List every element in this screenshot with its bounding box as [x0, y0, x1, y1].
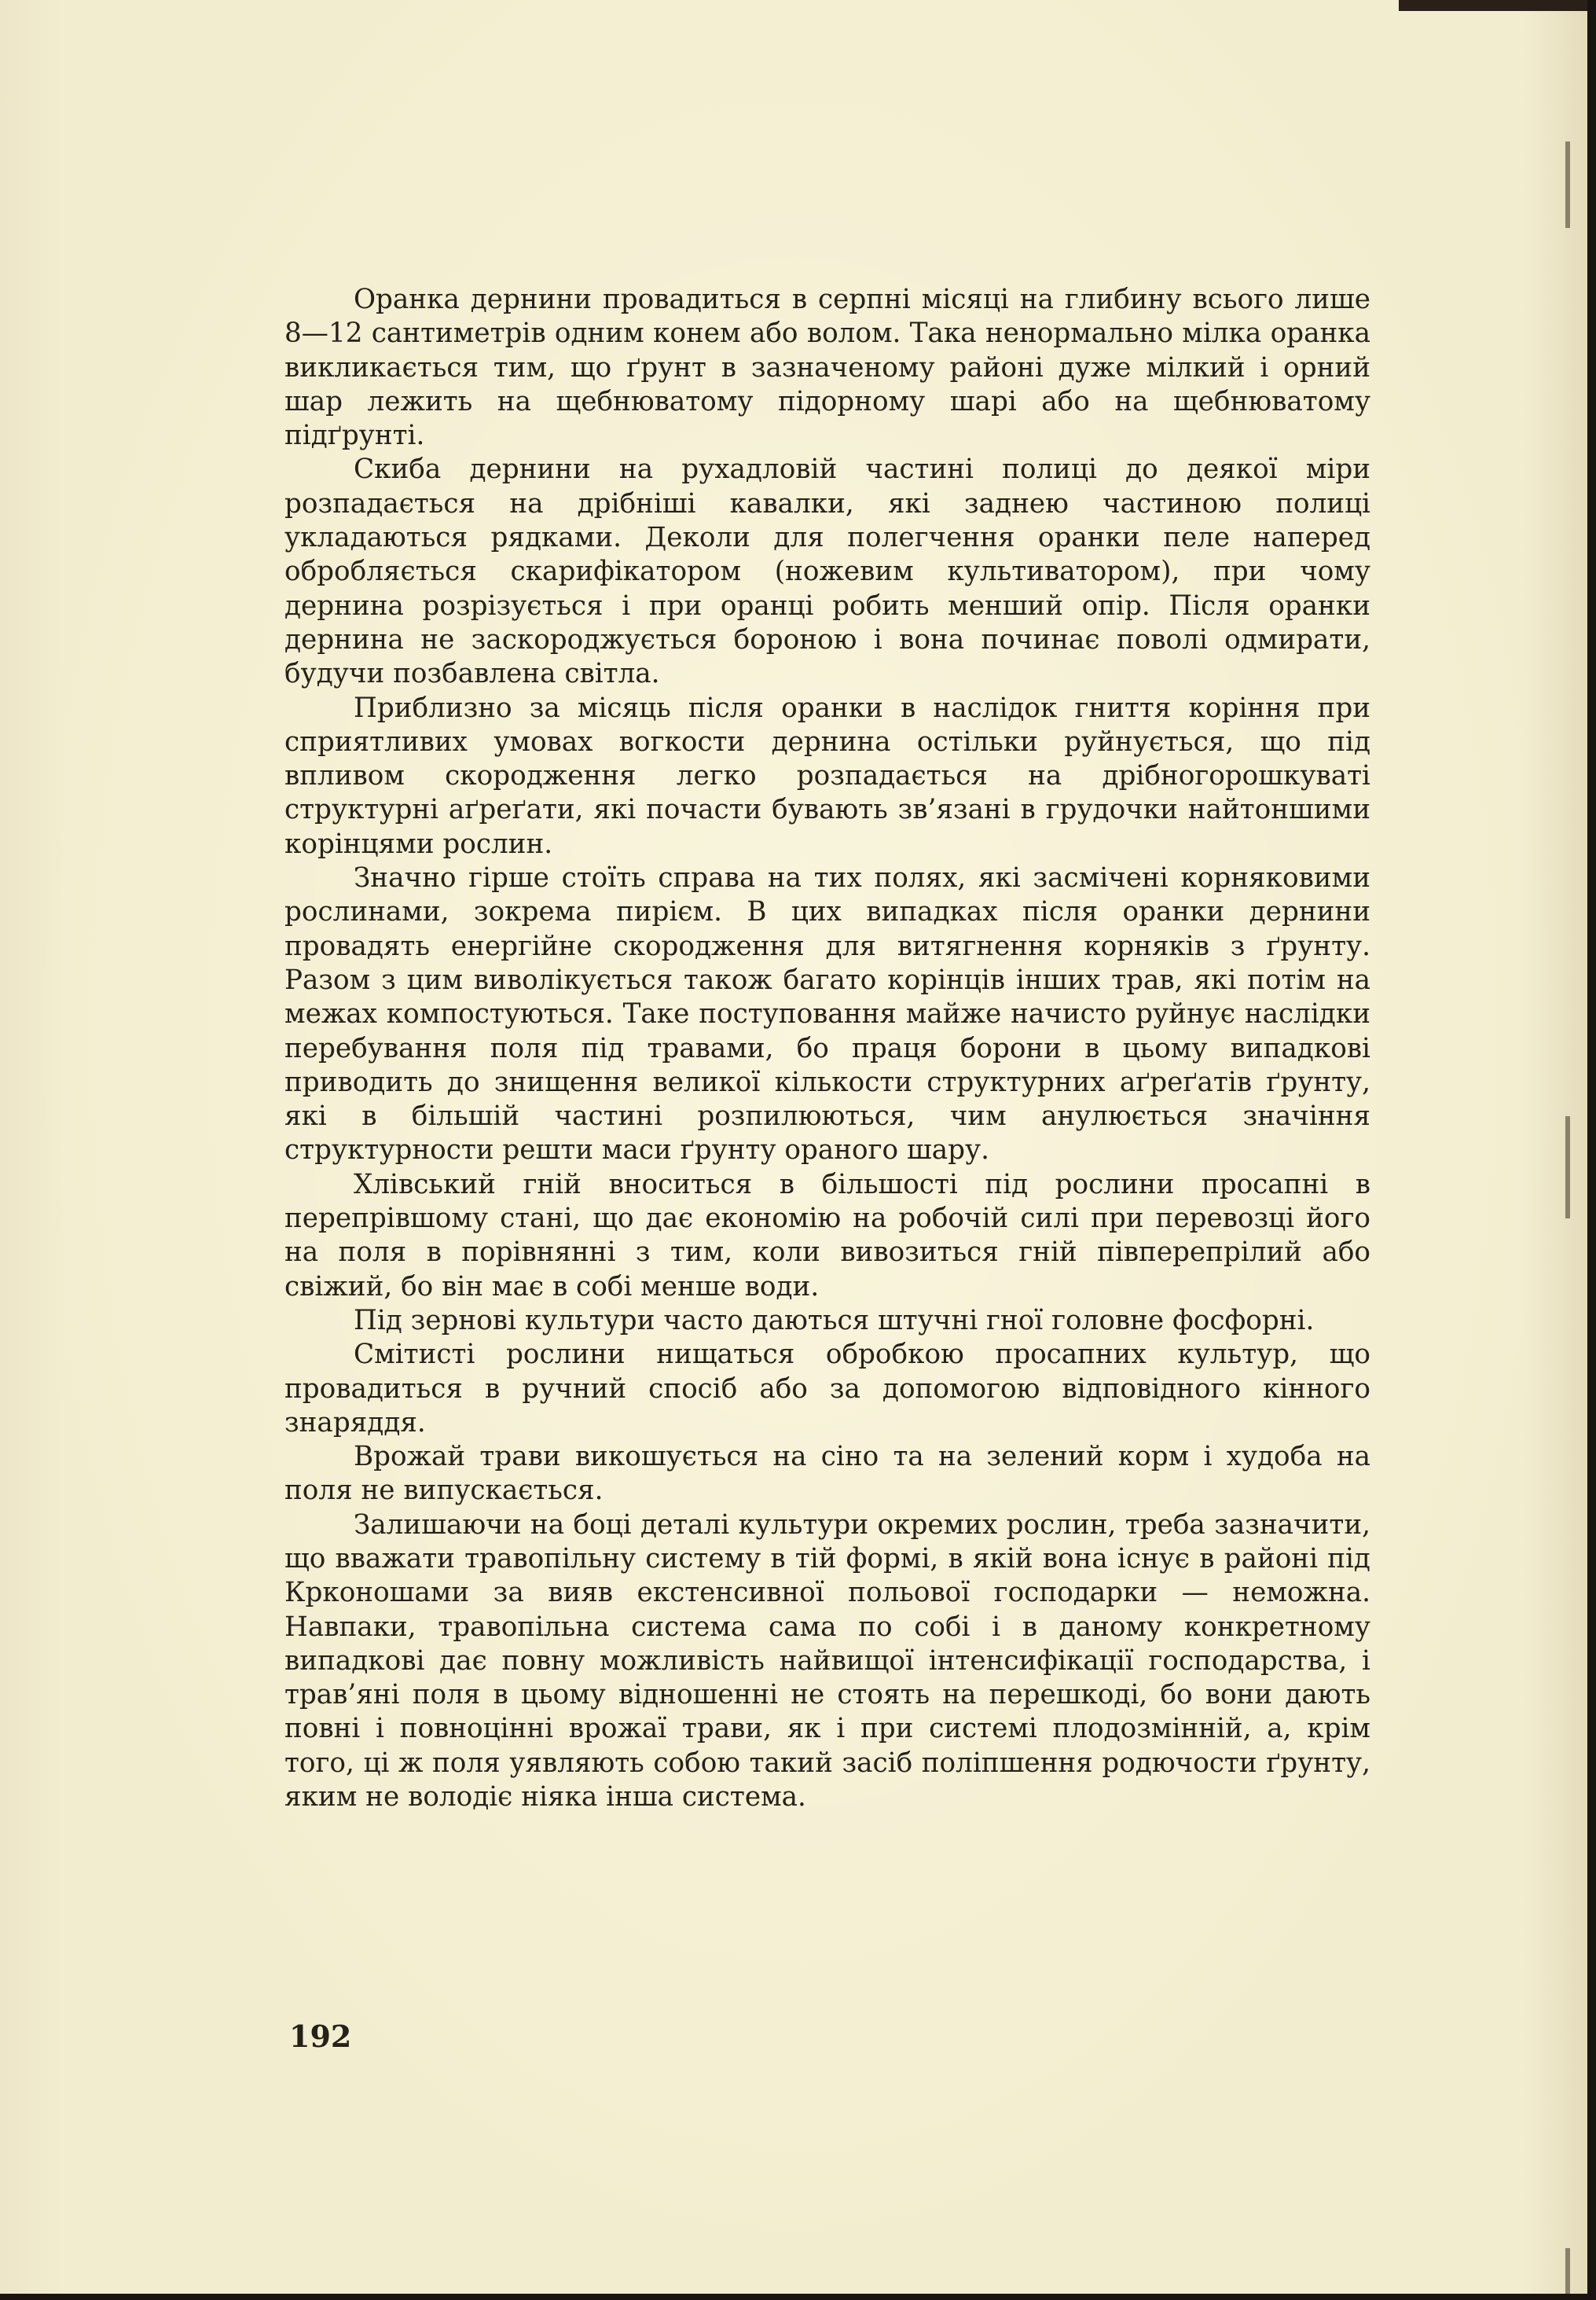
paragraph: Врожай трави викошується на сіно та на зелений корм і худоба на поля не випускається.	[284, 1441, 1370, 1507]
page-edge-mark	[1565, 1116, 1570, 1218]
body-text	[284, 283, 1370, 1814]
paragraph: Скиба дернини на рухадловій частині полиці до деякої міри розпадається на дрібніші кавалки, які заднею частиною полиці укладаються рядками. Деколи для полегчення оранки пеле наперед обробляється скарифікатором (ножевим культиватором), при чому дернина розрізується і при оранці робить менший опір. Після оранки дернина не заскороджується бороною і вона починає поволі одмирати, будучи позбавлена світла.	[284, 454, 1370, 690]
paragraph: Під зернові культури часто даються штучні гної головне фосфорні.	[354, 1304, 1315, 1336]
page-edge-mark	[1565, 2248, 1570, 2294]
paragraph: Значно гірше стоїть справа на тих полях, які засмічені корняковими рослинами, зокрема пирієм. В цих випадках після оранки дернини провадять енергійне скородження для витягнення корняків з ґрунту. Разом з цим виволікується також багато корінців інших трав, які потім на межах компостуються. Таке поступовання майже начисто руйнує наслідки перебування поля під травами, бо праця борони в цьому випадкові приводить до знищення великої кількости структурних аґреґатів ґрунту, які в більшій частині розпилюються, чим анулюється значіння структурности решти маси ґрунту ораного шару.	[284, 862, 1370, 1167]
page-number: 192	[289, 2019, 352, 2054]
paragraph: Оранка дернини провадиться в серпні місяці на глибину всього лише 8—12 сантиметрів одним конем або волом. Така ненормально мілка оранка викликається тим, що ґрунт в зазначеному районі дуже мілкий і орний шар лежить на щебнюватому підорному шарі або на щебнюватому підґрунті.	[284, 284, 1370, 452]
paragraph: Залишаючи на боці деталі культури окремих рослин, треба зазначити, що вважати травопільну систему в тій формі, в якій вона існує в районі під Крконошами за вияв екстенсивної польової господарки — неможна. Навпаки, травопільна система сама по собі і в даному конкретному випадкові дає повну можливість найвищої інтенсифікації господарства, і трав’яні поля в цьому відношенні не стоять на перешкоді, бо вони дають повні і повноцінні врожаї трави, як і при системі плодозмінній, а, крім того, ці ж поля уявляють собою такий засіб поліпшення родючости ґрунту, яким не володіє ніяка інша система.	[284, 1508, 1370, 1813]
paragraph: Смітисті рослини нищаться обробкою просапних культур, що провадиться в ручний спосіб або за допомогою відповідного кінного знаряддя.	[284, 1339, 1370, 1438]
binding-edge	[1399, 0, 1587, 11]
page-edge-mark	[1565, 141, 1570, 228]
paragraph: Приблизно за місяць після оранки в наслідок гниття коріння при сприятливих умовах вогкости дернина остільки руйнується, що під впливом скородження легко розпадається на дрібногорошкуваті структурні аґреґати, які почасти бувають зв’язані в грудочки найтоншими корінцями рослин.	[284, 692, 1370, 860]
paragraph: Хлівський гній вноситься в більшості під рослини просапні в перепрівшому стані, що дає економію на робочій силі при перевозці його на поля в порівнянні з тим, коли вивозиться гній півперепрілий або свіжий, бо він має в собі менше води.	[284, 1168, 1370, 1302]
